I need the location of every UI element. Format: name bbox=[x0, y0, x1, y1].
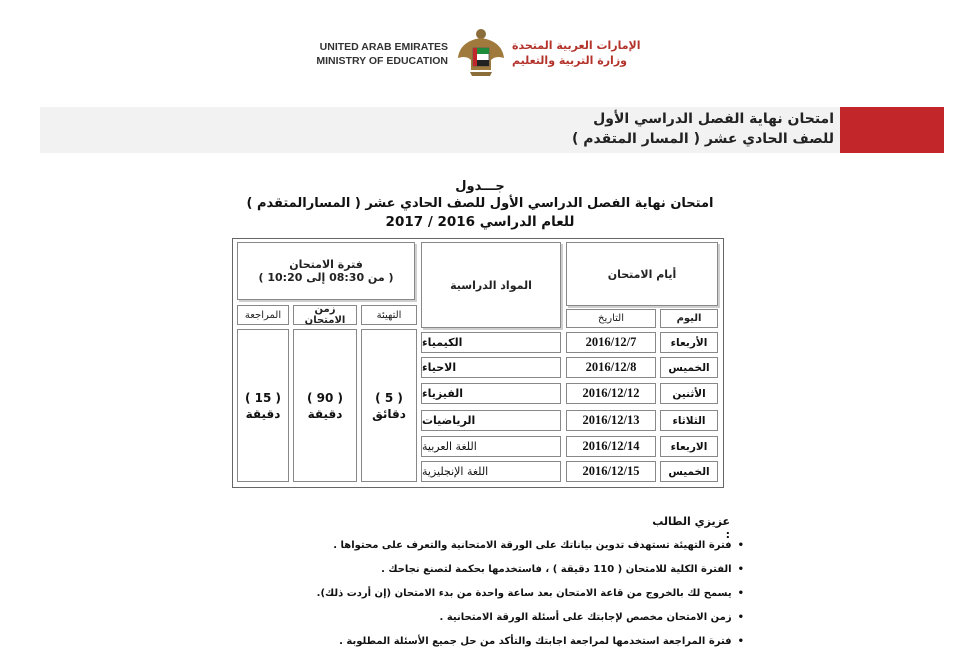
prep-duration-unit: دقائق bbox=[372, 406, 406, 421]
banner-line-2: للصف الحادي عشر ( المسار المتقدم ) bbox=[571, 131, 834, 147]
review-duration-value: ( 15 ) bbox=[244, 390, 282, 405]
date-cell: 2016/12/13 bbox=[566, 410, 656, 431]
date-cell: 2016/12/7 bbox=[566, 332, 656, 353]
ministry-name-english bbox=[300, 40, 448, 68]
list-item: • زمن الامتحان مخصص لإجابتك على أسئلة الورقة الامتحانية . bbox=[340, 606, 744, 630]
exam-duration-cell bbox=[293, 329, 357, 482]
subject-cell: الاحياء bbox=[421, 357, 561, 378]
ministry-name-arabic bbox=[512, 38, 672, 68]
subject-cell: اللغة العربية bbox=[421, 436, 561, 457]
schedule-word: جـــدول bbox=[455, 179, 505, 194]
ministry-name-arabic-line: وزارة التربية والتعليم bbox=[512, 54, 627, 67]
period-header bbox=[237, 242, 415, 300]
day-cell: الأثنين bbox=[660, 383, 718, 404]
banner-line-1: امتحان نهاية الفصل الدراسي الأول bbox=[593, 111, 834, 127]
prep-duration-value: ( 5 ) bbox=[375, 390, 403, 405]
list-item: • فترة التهيئة تستهدف تدوين بياناتك على الورقة الامتحانية والتعرف على محتواها . bbox=[340, 534, 744, 558]
review-duration-unit: دقيقة bbox=[245, 406, 281, 421]
exam-duration-value: ( 90 ) bbox=[306, 390, 344, 405]
period-time: ( من 08:30 إلى 10:20 ) bbox=[258, 271, 394, 284]
country-name-english: UNITED ARAB EMIRATES bbox=[319, 41, 448, 53]
student-greeting: عزيزي الطالب : bbox=[652, 515, 730, 541]
date-cell: 2016/12/8 bbox=[566, 357, 656, 378]
list-item: • يسمح لك بالخروج من قاعة الامتحان بعد ساعة واحدة من بدء الامتحان (إن أردت ذلك). bbox=[340, 582, 744, 606]
country-name-arabic: الإمارات العربية المتحدة bbox=[512, 39, 641, 52]
banner-accent bbox=[840, 107, 944, 153]
ministry-name-english-line: MINISTRY OF EDUCATION bbox=[316, 55, 448, 67]
falcon-emblem-icon bbox=[456, 26, 506, 78]
subject-cell: اللغة الإنجليزية bbox=[421, 461, 561, 482]
exam-days-header: أيام الامتحان bbox=[566, 242, 718, 306]
schedule-title: امتحان نهاية الفصل الدراسي الأول للصف الحادي عشر ( المسارالمتقدم ) bbox=[246, 196, 714, 211]
subject-cell: الكيمياء bbox=[421, 332, 561, 353]
subjects-header: المواد الدراسية bbox=[421, 242, 561, 328]
banner-title bbox=[470, 109, 834, 149]
day-column-header: اليوم bbox=[660, 309, 718, 328]
date-cell: 2016/12/15 bbox=[566, 461, 656, 482]
instructions-list bbox=[316, 534, 744, 654]
day-cell: الخميس bbox=[660, 357, 718, 378]
academic-year: للعام الدراسي 2016 / 2017 bbox=[385, 214, 575, 230]
exam-schedule-table bbox=[232, 238, 724, 488]
date-cell: 2016/12/14 bbox=[566, 436, 656, 457]
list-item: • فترة المراجعة استخدمها لمراجعة اجابتك والتأكد من حل جميع الأسئلة المطلوبة . bbox=[340, 630, 744, 654]
date-column-header: التاريخ bbox=[566, 309, 656, 328]
date-cell: 2016/12/12 bbox=[566, 383, 656, 404]
subject-cell: الرياضيات bbox=[421, 410, 561, 431]
list-item: • الفترة الكلية للامتحان ( 110 دقيقة ) ، فاستخدمها بحكمة لتصنع نجاحك . bbox=[340, 558, 744, 582]
prep-column-header: التهيئة bbox=[361, 305, 417, 325]
prep-duration-cell bbox=[361, 329, 417, 482]
day-cell: الاربعاء bbox=[660, 436, 718, 457]
subject-cell: الفيزياء bbox=[421, 383, 561, 404]
review-duration-cell bbox=[237, 329, 289, 482]
period-header-label: فترة الامتحان bbox=[289, 258, 363, 271]
day-cell: الثلاثاء bbox=[660, 410, 718, 431]
exam-duration-unit: دقيقة bbox=[307, 406, 343, 421]
exam-time-column-header: زمن الامتحان bbox=[293, 305, 357, 325]
day-cell: الخميس bbox=[660, 461, 718, 482]
day-cell: الأربعاء bbox=[660, 332, 718, 353]
review-column-header: المراجعة bbox=[237, 305, 289, 325]
